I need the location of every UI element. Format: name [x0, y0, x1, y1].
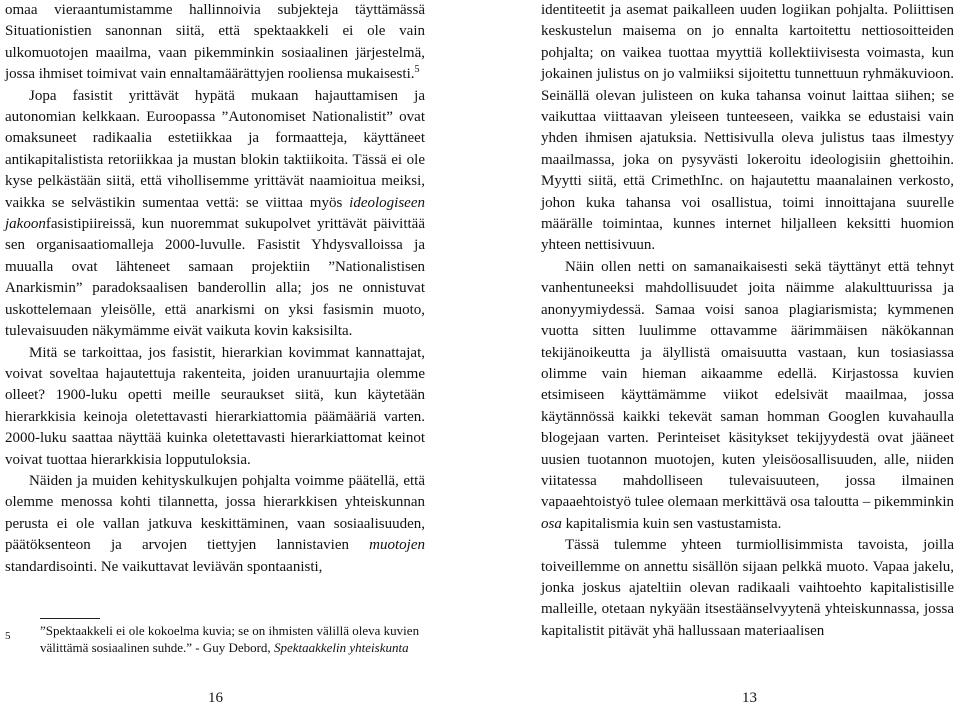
page-number-right: 13 — [742, 690, 757, 706]
paragraph-text: Jopa fasistit yrittävät hypätä mukaan hajauttamisen ja autonomian kelkkaan. Euroopassa ”Autonomiset Nationalistit” ovat omaksuneet radikaalia estetiikkaa ja formaatteja, käyttäneet antikapitalistista retoriikkaa ja mustan blokin taktiikoita. Tässä ei ole kyse pelkästään siitä, että vihollisemme yrittävät naamioitua meiksi, vaikka se selvästikin sumentaa vettä: se viittaa myös — [5, 87, 425, 211]
paragraph-text: Näin ollen netti on samanaikaisesti sekä täyttänyt että tehnyt vanhentuneeksi mahdollisuudet joita näimme alakulttuurissa ja anonyymiydessä. Samaa voisi sanoa plagiarismista; kymmenen vuotta sitten luulimme ottavamme äärimmäisen näkökannan tekijänoikeutta ja älyllistä omaisuutta vastaan, kun tosiasiassa olimme vain hieman aikaamme edellä. Kirjastossa kuvien etsimiseen käyttämämme viikot edelsivät maailmaa, jossa käytännössä kaikki tekevät saman homman Googlen kuvahaulla blogejaan varten. Perinteiset käsitykset tekijyydestä ovat jääneet uusien tuotannon muotojen, kuten yleisöosallisuuden, alle, niiden viitatessa mahdolliseen tulevaisuuteen, jossa ilmainen vapaaehtoistyö tulee olemaan merkittävä osa taloutta – pikemminkin — [541, 258, 954, 511]
paragraph-text: fasistipiireissä, kun nuoremmat sukupolvet yrittävät päivittää sen organisaatiomalleja 2000-luvulle. Fasistit Yhdysvalloissa ja muualla ovat lähteneet samaan projektiin ”Nationalistisen Anarkismin” paradoksaalisen banderollin alla; jos ne onnistuvat uskottelemaan yleisölle, että anarkismi on yksi fasismin muoto, tulevaisuuden näkymämme eivät vaikuta kovin kaksisilta. — [5, 216, 425, 340]
footnote — [5, 622, 425, 656]
paragraph — [541, 0, 954, 257]
left-text-column — [5, 0, 425, 578]
footnote-body: ”Spektaakkeli ei ole kokoelma kuvia; se on ihmisten välillä oleva kuvien välittämä sosiaalinen suhde.” - Guy Debord, — [40, 623, 420, 655]
emphasis-text: muotojen — [369, 537, 425, 554]
paragraph — [541, 257, 954, 535]
paragraph-text: identiteetit ja asemat paikalleen uuden logiikan pohjalta. Poliittisen keskustelun maisema on jo ennalta kartoitettu nettiosoitteiden pohjalta; on vaikea tuottaa myyttiä kollektiivisesta voimasta, kun jokainen julistus on jo valmiiksi sijoitettu tunnettuun ryhmäkuvioon. Seinällä olevan julisteen on kuka tahansa voinut laittaa siihen; se vaikuttaa viittaavan yleiseen tunteeseen, vaikka se edustaisi vain yhden ihmisen ajatuksia. Nettisivulla oleva julistus taas ilmestyy maailmassa, joka on pysyvästi lokeroitu ideologisiin ghettoihin. Myytti siitä, että CrimethInc. on hajautettu maanalainen verkosto, johon kuka tahansa voi osallistua, toimi innoittajana suurelle määrälle toimintaa, kunnes internet hiljalleen keksitti huomion yhteen nettisivuun. — [541, 2, 954, 254]
paragraph — [541, 535, 954, 642]
paragraph-text: kapitalismia kuin sen vastustamista. — [565, 515, 782, 532]
paragraph-text: Mitä se tarkoittaa, jos fasistit, hierarkian kovimmat kannattajat, voivat soveltaa hajautettuja rakenteita, joiden uranuurtajia olemme olleet? 1900-luku opetti meille seuraukset siitä, kun käytetään hierarkkisia keinoja oletettavasti hierarkiattomia päämääriä varten. 2000-luku saattaa näyttää kuinka oletettavasti hierarkiattomat keinot voivat tuottaa hierarkkisia lopputuloksia. — [5, 344, 425, 468]
footnote-reference[interactable]: 5 — [414, 64, 420, 76]
emphasis-text: ideologiseen jakoon — [5, 194, 425, 233]
paragraph — [5, 471, 425, 578]
footnote-source: Spektaakkelin yhteiskunta — [273, 640, 409, 655]
footnote-text — [40, 622, 425, 656]
paragraph — [5, 343, 425, 471]
footnote-number: 5 — [5, 630, 11, 642]
paragraph-text: Näiden ja muiden kehityskulkujen pohjalta voimme päätellä, että olemme menossa kohti tilannetta, jossa hierarkkisen yhteiskunnan perusta ei ole vallan jatkuva keskittäminen, vaan sosiaalisuuden, päätöksenteon ja arvojen tiettyjen lannistavien — [5, 472, 425, 554]
paragraph-text: standardisointi. Ne vaikuttavat leviävän spontaanisti, — [5, 558, 323, 575]
paragraph-text: omaa vieraantumistamme hallinnoivia subjekteja täyttämässä Situationistien sanonnan siitä, että spektaakkeli ei ole vain ulkomuotojen maailma, vaan pikemminkin sosiaalinen järjestelmä, jossa ihmiset toimivat vain ennaltamäärättyjen rooliensa mukaisesti. — [5, 2, 425, 83]
footnote-divider — [40, 618, 100, 619]
page-number-left: 16 — [208, 690, 223, 706]
emphasis-text: osa — [541, 515, 562, 532]
paragraph — [5, 86, 425, 343]
paragraph — [5, 0, 425, 86]
paragraph-text: Tässä tulemme yhteen turmiollisimmista tavoista, joilla toiveillemme on annettu sisällön sijaan pelkkä muoto. Vapaa jakelu, jonka joskus ajateltiin olevan radikaali vaihtoehto kapitalistisille malleille, otetaan nykyään itsestäänselvyytenä yhteiskunnassa, jossa kapitalistit pitävät yhä hallussaan materiaalisen — [541, 537, 954, 639]
right-text-column — [541, 0, 954, 642]
